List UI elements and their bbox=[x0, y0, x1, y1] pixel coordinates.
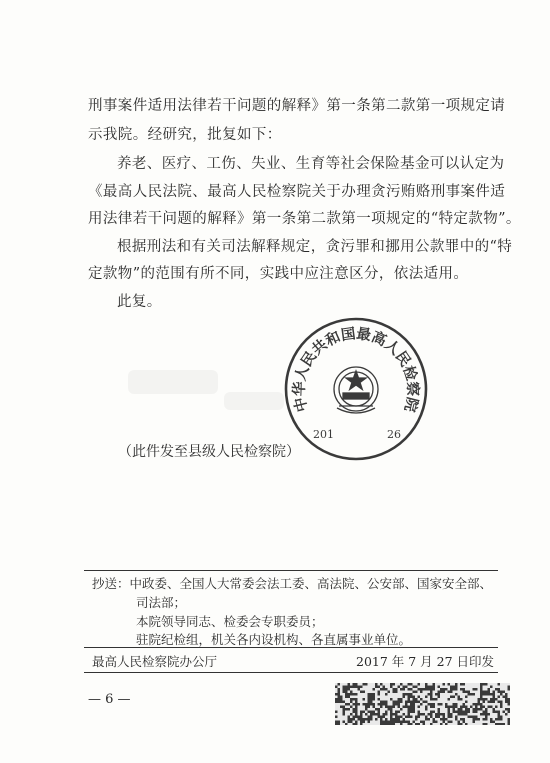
body-line: 根据刑法和有关司法解释规定，贪污罪和挪用公款罪中的“特 bbox=[117, 239, 513, 255]
distribution-note: （此件发至县级人民检察院） bbox=[118, 444, 300, 460]
cc-line-2: 司法部； bbox=[136, 595, 187, 610]
scan-smudge bbox=[128, 370, 218, 394]
divider-top bbox=[84, 570, 498, 571]
cc-line-4: 驻院纪检组，机关各内设机构、各直属事业单位。 bbox=[136, 632, 412, 647]
body-line: 用法律若干问题的解释》第一条第二款第一项规定的“特定款物”。 bbox=[88, 211, 521, 227]
scan-smudge bbox=[224, 392, 284, 410]
divider-bottom bbox=[84, 672, 498, 673]
seal-date-right: 26 bbox=[387, 428, 401, 441]
issuer: 最高人民检察院办公厅 bbox=[92, 654, 218, 669]
body-line: 此复。 bbox=[117, 294, 162, 310]
national-emblem-icon bbox=[334, 367, 378, 413]
seal-ring-text: 中华人民共和国最高人民检察院 bbox=[290, 325, 422, 414]
official-seal bbox=[283, 316, 429, 462]
seal-date-left: 201 bbox=[313, 428, 334, 441]
qr-barcode-icon bbox=[335, 683, 510, 725]
cc-label: 抄送： bbox=[92, 576, 130, 591]
body-line: 养老、医疗、工伤、失业、生育等社会保险基金可以认定为 bbox=[117, 156, 505, 172]
body-line: 《最高人民法院、最高人民检察院关于办理贪污贿赂刑事案件适 bbox=[88, 184, 506, 200]
page-number: — 6 — bbox=[88, 692, 131, 707]
body-line: 示我院。经研究，批复如下： bbox=[88, 127, 282, 143]
body-line: 定款物”的范围有所不同，实践中应注意区分，依法适用。 bbox=[88, 266, 469, 282]
issue-date: 2017 年 7 月 27 日印发 bbox=[356, 654, 495, 669]
cc-line-1: 抄送：中政委、全国人大常委会法工委、高法院、公安部、国家安全部、 bbox=[92, 576, 493, 591]
body-line: 刑事案件适用法律若干问题的解释》第一条第二款第一项规定请 bbox=[88, 98, 506, 114]
divider-middle bbox=[84, 647, 498, 648]
cc-line-3: 本院领导同志、检委会专职委员； bbox=[136, 614, 324, 629]
